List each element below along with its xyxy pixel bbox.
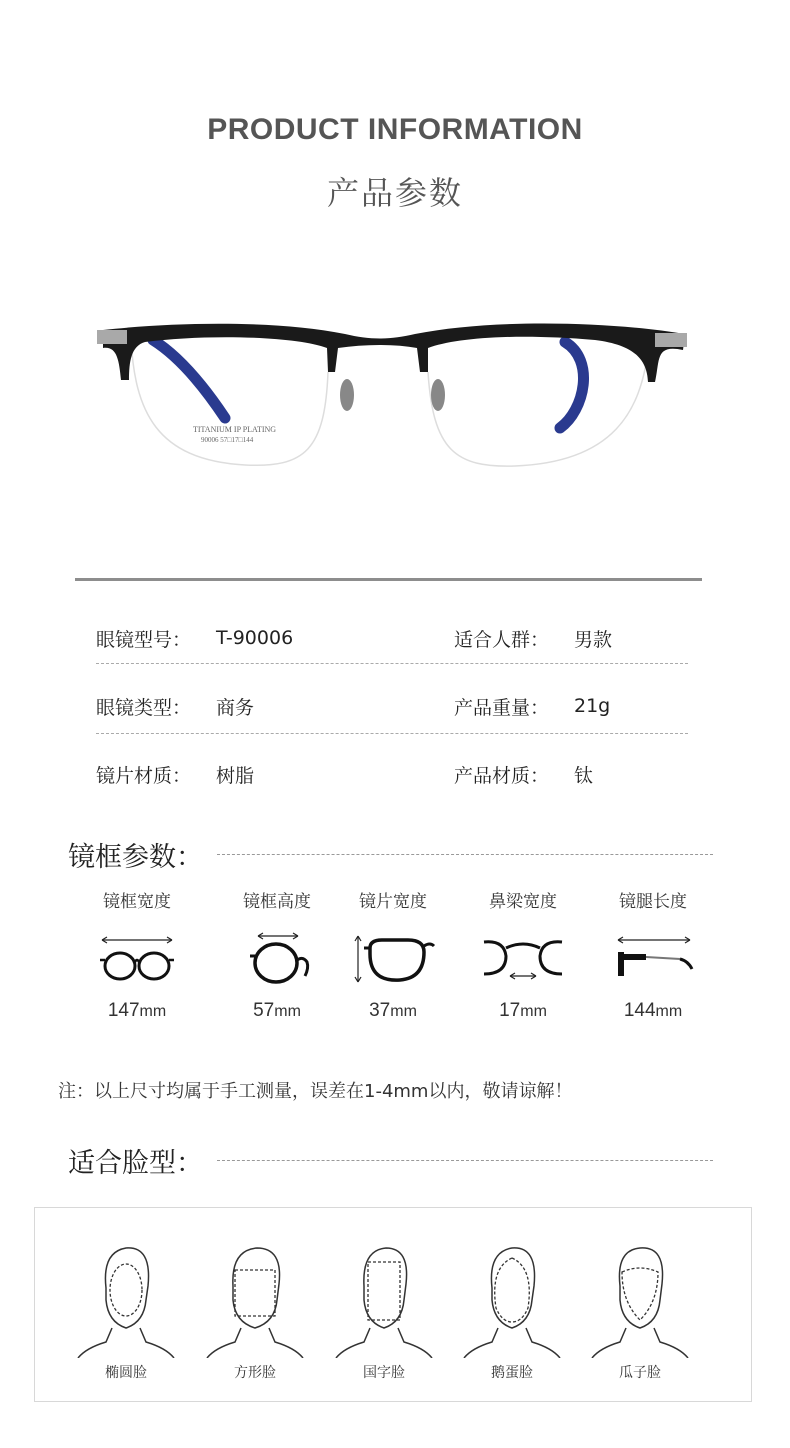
- dashed-rule: [217, 1160, 713, 1161]
- spec-value: 商务: [216, 696, 255, 719]
- frame-height-icon: [232, 930, 322, 986]
- page-title-en: PRODUCT INFORMATION: [207, 113, 583, 146]
- measure-label: 镜框宽度: [103, 892, 171, 912]
- spec-label: 眼镜类型：: [96, 696, 192, 719]
- dashed-rule: [217, 854, 713, 855]
- egg-face-icon: [462, 1228, 562, 1358]
- rectangle-face-icon: [334, 1228, 434, 1358]
- face-label: 国字脸: [363, 1365, 405, 1381]
- measure-value: 17mm: [499, 1000, 547, 1021]
- face-egg: [457, 1228, 567, 1382]
- spec-label: 产品材质：: [454, 764, 550, 787]
- frame-width-icon: [92, 930, 182, 986]
- svg-text:90006 57□17□144: 90006 57□17□144: [201, 436, 254, 444]
- product-image: [95, 300, 695, 480]
- measure-frame-height: [212, 888, 342, 1022]
- page-title-cn: 产品参数: [326, 174, 463, 212]
- spec-value: T-90006: [216, 627, 294, 649]
- row-divider: [96, 733, 688, 734]
- section-title: 适合脸型：: [68, 1147, 203, 1179]
- heart-face-icon: [590, 1228, 690, 1358]
- spec-row: [96, 688, 688, 724]
- measure-label: 镜片宽度: [359, 892, 427, 912]
- svg-text:TITANIUM IP PLATING: TITANIUM IP PLATING: [193, 425, 277, 434]
- spec-value: 男款: [574, 628, 613, 651]
- measure-value: 147mm: [107, 1000, 167, 1021]
- glasses-photo-icon: [95, 300, 695, 480]
- row-divider: [96, 663, 688, 664]
- measure-value: 144mm: [623, 1000, 683, 1021]
- measure-label: 镜框高度: [243, 892, 311, 912]
- measure-value: 37mm: [369, 1000, 417, 1021]
- spec-value: 21g: [574, 695, 611, 717]
- face-label: 方形脸: [234, 1365, 276, 1381]
- spec-label: 适合人群：: [454, 628, 550, 651]
- measure-label: 镜腿长度: [619, 892, 687, 912]
- frame-params-heading: [68, 834, 713, 874]
- temple-length-icon: [608, 930, 698, 986]
- measure-frame-width: [72, 888, 202, 1022]
- spec-label: 产品重量：: [454, 696, 550, 719]
- spec-value: 树脂: [216, 764, 255, 787]
- spec-value: 钛: [574, 764, 594, 787]
- measure-temple-length: [588, 888, 718, 1022]
- lens-width-icon: [348, 930, 438, 986]
- measure-bridge-width: [458, 888, 588, 1022]
- bridge-width-icon: [478, 930, 568, 986]
- face-shapes-panel: [34, 1207, 752, 1402]
- spec-row: [96, 620, 688, 656]
- measure-value: 57mm: [253, 1000, 301, 1021]
- face-label: 椭圆脸: [105, 1365, 147, 1381]
- spec-label: 眼镜型号：: [96, 628, 192, 651]
- oval-face-icon: [76, 1228, 176, 1358]
- face-label: 鹅蛋脸: [491, 1365, 533, 1381]
- face-shape-heading: [68, 1140, 713, 1180]
- square-face-icon: [205, 1228, 305, 1358]
- section-title: 镜框参数：: [68, 841, 203, 873]
- spec-label: 镜片材质：: [96, 764, 192, 787]
- face-square: [200, 1228, 310, 1382]
- face-rectangle: [329, 1228, 439, 1382]
- measure-lens-width: [328, 888, 458, 1022]
- spec-row: [96, 756, 688, 792]
- face-label: 瓜子脸: [619, 1365, 661, 1381]
- section-divider: [75, 578, 702, 581]
- measure-label: 鼻梁宽度: [489, 892, 557, 912]
- measurement-note: 注：以上尺寸均属于手工测量，误差在1-4mm以内，敬请谅解！: [58, 1081, 573, 1102]
- face-oval: [71, 1228, 181, 1382]
- face-heart: [585, 1228, 695, 1382]
